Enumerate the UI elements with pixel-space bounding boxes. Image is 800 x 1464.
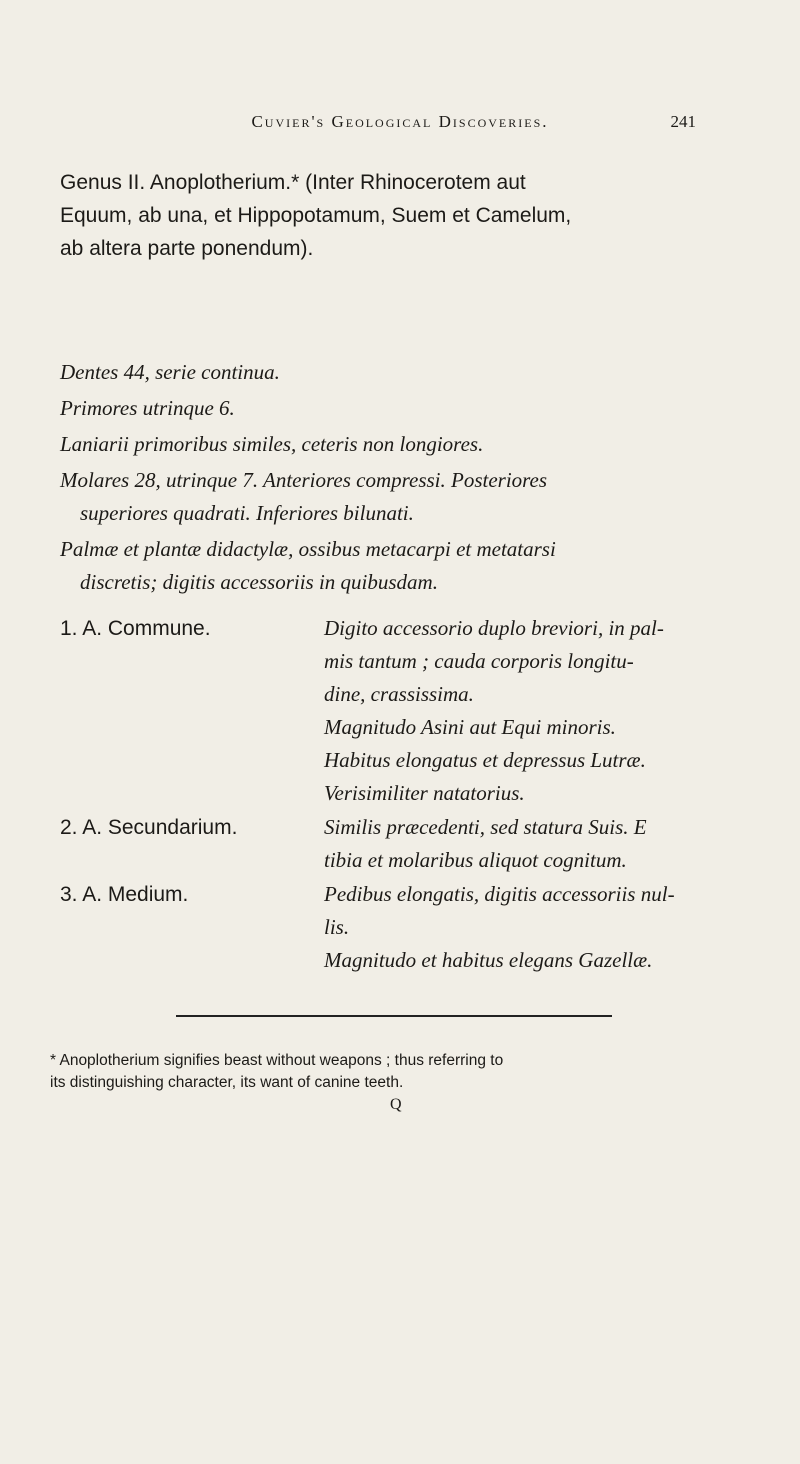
description-line: Molares 28, utrinque 7. Anteriores compressi. Posteriores: [60, 468, 548, 492]
species-line: lis.: [324, 915, 350, 939]
description-line: Palmæ et plantæ didactylæ, ossibus metacarpi et metatarsi: [60, 537, 556, 561]
species-line: mis tantum ; cauda corporis longitu-: [324, 649, 634, 673]
species-line: Magnitudo et habitus elegans Gazellæ.: [324, 948, 653, 972]
species-line: tibia et molaribus aliquot cognitum.: [324, 848, 627, 872]
species-line: Digito accessorio duplo breviori, in pal-: [324, 616, 664, 640]
genus-description: [60, 356, 760, 602]
footnote: [50, 1050, 750, 1094]
footnote-rule: [176, 1015, 612, 1017]
genus-line: Equum, ab una, et Hippopotamum, Suem et Camelum,: [60, 204, 572, 227]
species-entry: [60, 811, 780, 877]
description-line: Laniarii primoribus similes, ceteris non longiores.: [60, 432, 484, 456]
page-number: 241: [670, 112, 696, 131]
species-line: dine, crassissima.: [324, 682, 474, 706]
species-name: 1. A. Commune.: [60, 617, 211, 640]
species-line: Habitus elongatus et depressus Lutræ.: [324, 748, 646, 772]
species-list: [60, 612, 780, 977]
species-text: [324, 878, 780, 977]
species-name: 2. A. Secundarium.: [60, 816, 238, 839]
description-line: Dentes 44, serie continua.: [60, 360, 280, 384]
footnote-line: * Anoplotherium signifies beast without weapons ; thus referring to: [50, 1052, 504, 1069]
species-line: Verisimiliter natatorius.: [324, 781, 525, 805]
running-title: Cuvier's Geological Discoveries.: [251, 112, 549, 131]
species-text: [324, 612, 780, 810]
footnote-line: its distinguishing character, its want of canine teeth.: [50, 1074, 404, 1091]
description-line: superiores quadrati. Inferiores bilunati.: [80, 501, 414, 525]
species-line: Similis præcedenti, sed statura Suis. E: [324, 815, 647, 839]
species-line: Pedibus elongatis, digitis accessoriis nul-: [324, 882, 675, 906]
description-line: discretis; digitis accessoriis in quibusdam.: [80, 570, 438, 594]
genus-heading: [60, 166, 750, 265]
species-name: 3. A. Medium.: [60, 883, 189, 906]
signature-mark: Q: [390, 1096, 402, 1113]
species-text: [324, 811, 780, 877]
running-header: [120, 112, 696, 132]
species-entry: [60, 612, 780, 810]
species-entry: [60, 878, 780, 977]
genus-line: ab altera parte ponendum).: [60, 237, 314, 260]
description-line: Primores utrinque 6.: [60, 396, 235, 420]
genus-line: Genus II. Anoplotherium.* (Inter Rhinocerotem aut: [60, 171, 526, 194]
species-line: Magnitudo Asini aut Equi minoris.: [324, 715, 616, 739]
